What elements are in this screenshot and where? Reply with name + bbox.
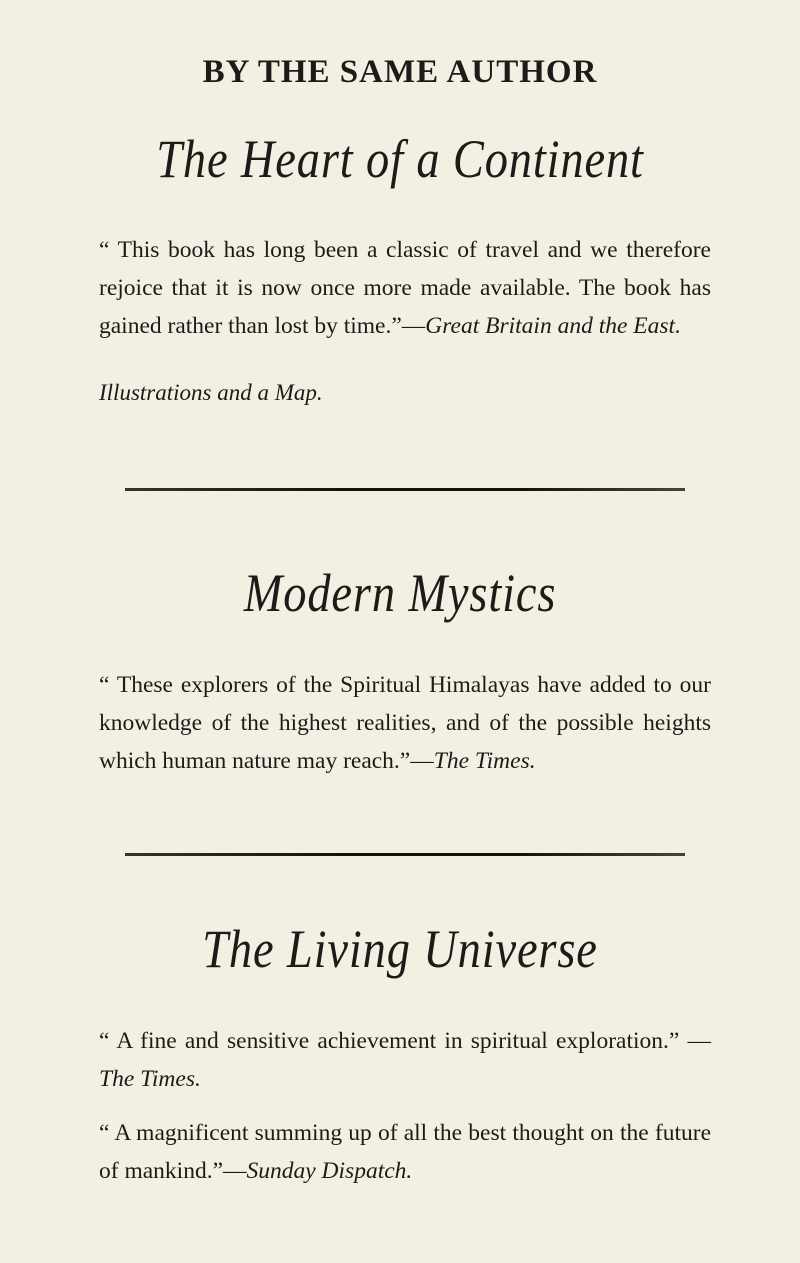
book-quote-heart-of-a-continent [99, 231, 711, 345]
quote-text: “ A magnificent summing up of all the best thought on the future of mankind.”— [99, 1120, 711, 1184]
book-quote-modern-mystics [99, 666, 711, 780]
quote-source: The Times. [433, 748, 536, 774]
book-quote-living-universe-2 [99, 1114, 711, 1190]
divider-rule [125, 853, 685, 856]
divider-rule [125, 488, 685, 491]
quote-text: “ This book has long been a classic of travel and we therefore rejoice that it is now once more made available. The book has gained rather than lost by time.”— [99, 237, 711, 339]
quote-text: “ A fine and sensitive achievement in spiritual exploration.” — [99, 1028, 711, 1054]
book-quote-living-universe-1 [99, 1022, 711, 1098]
book-title-living-universe: The Living Universe [202, 919, 598, 979]
quote-source: Great Britain and the East. [425, 313, 681, 339]
quote-source: The Times. [99, 1066, 201, 1092]
book-note-illustrations: Illustrations and a Map. [99, 380, 323, 405]
book-title-modern-mystics: Modern Mystics [243, 563, 557, 623]
book-title-heart-of-a-continent: The Heart of a Continent [156, 129, 644, 189]
page-heading: BY THE SAME AUTHOR [202, 54, 598, 90]
quote-text: “ These explorers of the Spiritual Himalayas have added to our knowledge of the highest realities, and of the possible heights which human nature may reach.”— [99, 672, 711, 774]
quote-source: Sunday Dispatch. [246, 1158, 413, 1184]
